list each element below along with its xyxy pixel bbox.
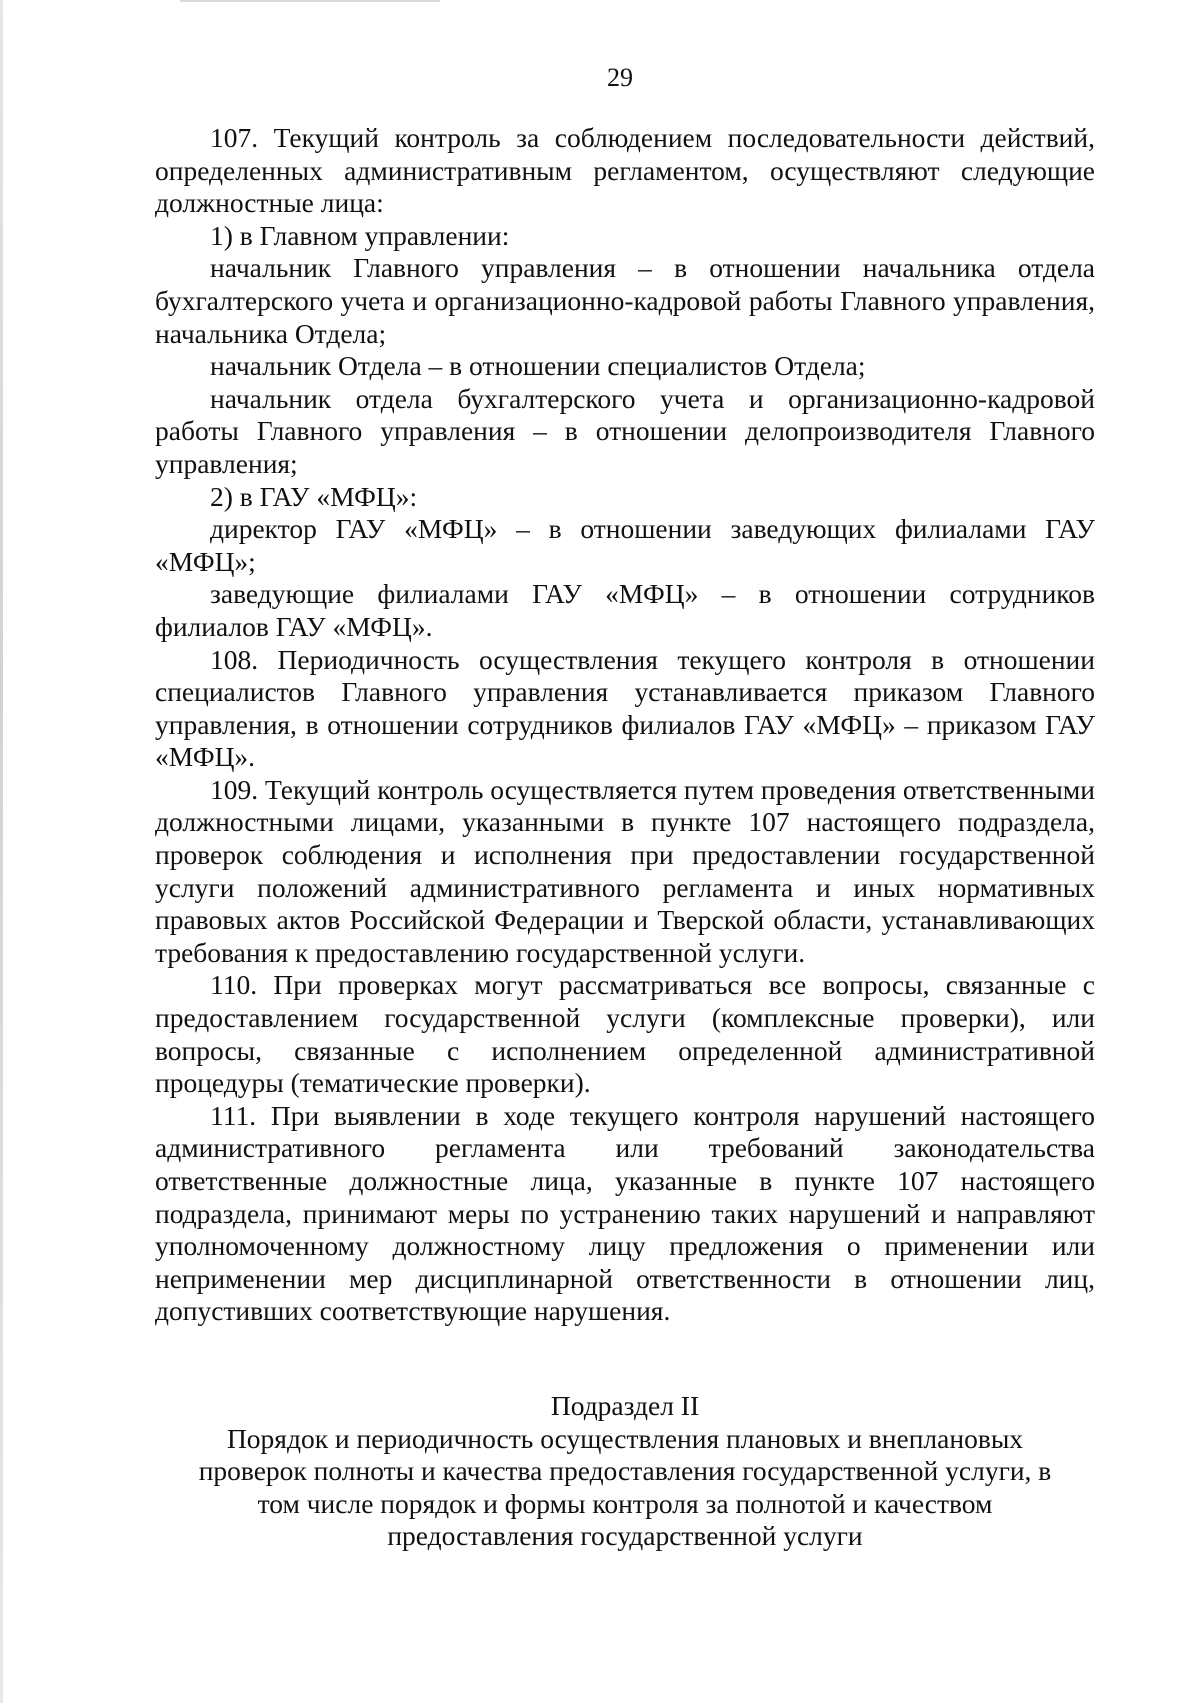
paragraph-109: 109. Текущий контроль осуществляется путем проведения ответственными должностными лицами, указанными в пункте 107 настоящего подраздела, проверок соблюдения и исполнения при предоставлении государственной услуги положений административного регламента и иных нормативных правовых актов Российской Федерации и Тверской области, устанавливающих требования к предоставлению государственной услуги.: [155, 773, 1095, 968]
body-text: [155, 122, 1095, 1328]
scan-edge-left: [0, 0, 3, 1703]
paragraph-111: 111. При выявлении в ходе текущего контроля нарушений настоящего административного регламента или требований законодательства ответственные должностные лица, указанные в пункте 107 настоящего подраздела, принимают меры по устранению таких нарушений и направляют уполномоченному должностному лицу предложения о применении или неприменении мер дисциплинарной ответственности в отношении лиц, допустивших соответствующие нарушения.: [155, 1099, 1095, 1327]
scan-edge-top: [180, 0, 440, 2]
subsection-heading: Порядок и периодичность осуществления плановых и внеплановых проверок полноты и качества предоставления государственной услуги, в том числе порядок и формы контроля за полнотой и качеством предоставления государственной услуги: [198, 1422, 1052, 1552]
paragraph-head-of-directorate: начальник Главного управления – в отношении начальника отдела бухгалтерского учета и организационно-кадровой работы Главного управления, начальника Отдела;: [155, 252, 1095, 349]
paragraph-head-of-department: начальник Отдела – в отношении специалистов Отдела;: [210, 350, 866, 382]
list-item-mfc: 2) в ГАУ «МФЦ»:: [210, 480, 418, 512]
paragraph-110: 110. При проверках могут рассматриваться все вопросы, связанные с предоставлением государственной услуги (комплексные проверки), или вопросы, связанные с исполнением определенной административной процедуры (тематические проверки).: [155, 969, 1095, 1099]
page-number: 29: [607, 63, 633, 92]
subsection-block: [155, 1390, 1095, 1553]
list-item-main-directorate: 1) в Главном управлении:: [210, 219, 510, 251]
paragraph-branch-heads: заведующие филиалами ГАУ «МФЦ» – в отношении сотрудников филиалов ГАУ «МФЦ».: [155, 578, 1095, 642]
paragraph-108: 108. Периодичность осуществления текущего контроля в отношении специалистов Главного управления устанавливается приказом Главного управления, в отношении сотрудников филиалов ГАУ «МФЦ» – приказом ГАУ «МФЦ».: [155, 643, 1095, 773]
paragraph-mfc-director: директор ГАУ «МФЦ» – в отношении заведующих филиалами ГАУ «МФЦ»;: [155, 513, 1095, 577]
paragraph-107: 107. Текущий контроль за соблюдением последовательности действий, определенных административным регламентом, осуществляют следующие должностные лица:: [155, 122, 1095, 219]
subsection-title: Подраздел II: [550, 1390, 700, 1421]
paragraph-head-of-accounting: начальник отдела бухгалтерского учета и организационно-кадровой работы Главного управления – в отношении делопроизводителя Главного управления;: [155, 382, 1095, 479]
